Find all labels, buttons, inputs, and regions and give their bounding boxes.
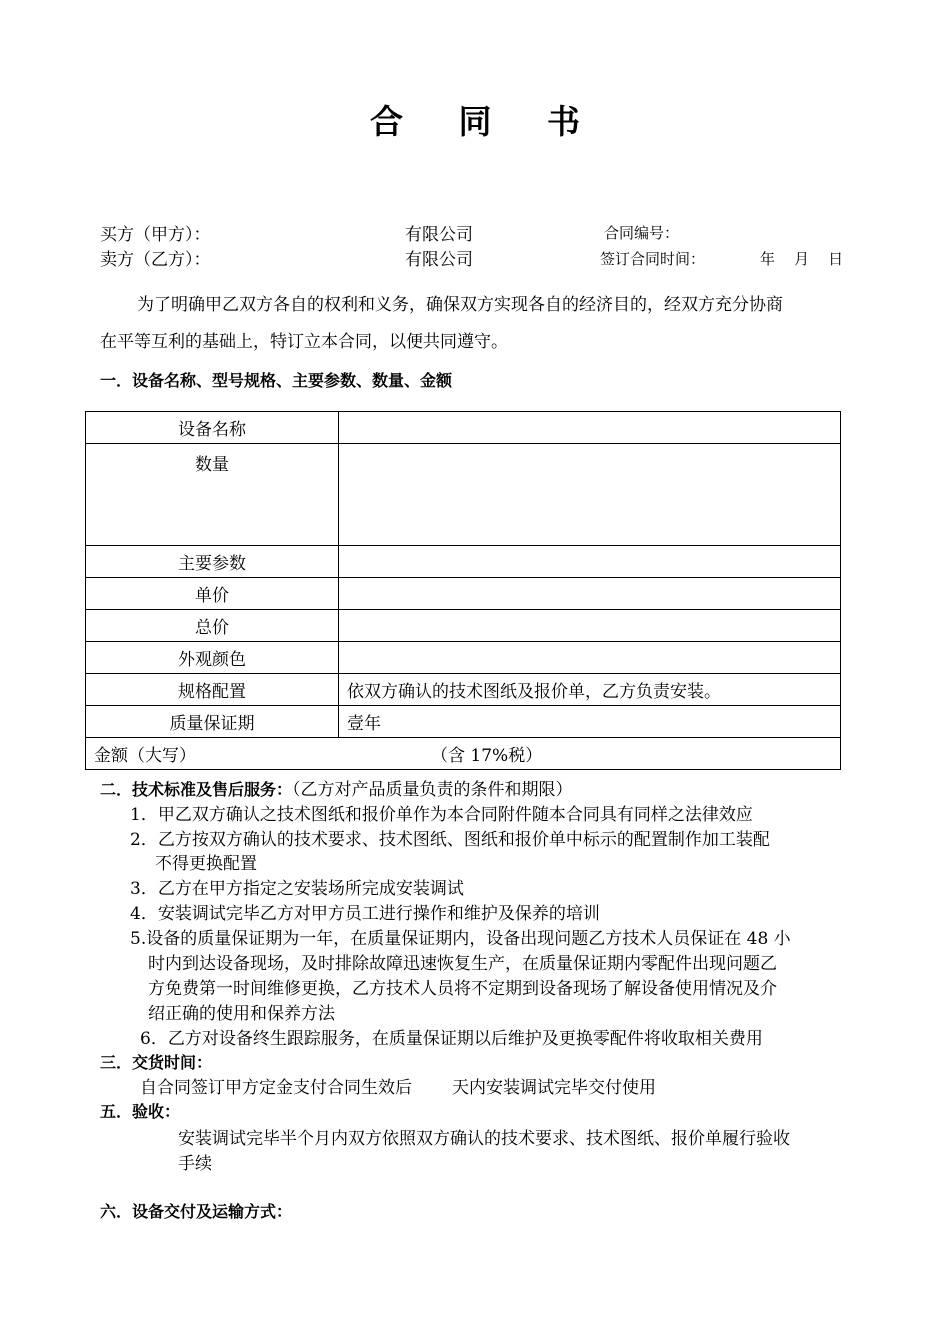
delivery-text: [140, 1073, 656, 1098]
buyer-label: 买方（甲方）：: [100, 225, 211, 245]
amount-cell: [86, 738, 841, 770]
table-row: [86, 412, 841, 444]
delivery-text-a: 自合同签订甲方定金支付合同生效后: [140, 1078, 412, 1098]
seller-company: 有限公司: [405, 250, 473, 270]
row-value: [339, 444, 841, 546]
table-row: [86, 444, 841, 546]
amount-label: 金额（大写）: [94, 746, 196, 766]
intro-line-1: 为了明确甲乙双方各自的权利和义务，确保双方实现各自的经济目的，经双方充分协商: [137, 295, 783, 315]
page-title: 合 同 书: [370, 102, 602, 141]
list-item: 3．乙方在甲方指定之安装场所完成安装调试: [130, 879, 464, 899]
table-row: [86, 546, 841, 578]
list-item: 6．乙方对设备终生跟踪服务，在质量保证期以后维护及更换零配件将收取相关费用: [140, 1029, 763, 1049]
row-label: 数量: [86, 444, 339, 546]
intro-line-2: 在平等互利的基础上，特订立本合同，以便共同遵守。: [100, 332, 508, 352]
section-3-heading: 三．交货时间：: [100, 1053, 213, 1072]
table-row: [86, 642, 841, 674]
row-value: [339, 546, 841, 578]
row-label: 质量保证期: [86, 706, 339, 738]
row-value: 依双方确认的技术图纸及报价单，乙方负责安装。: [339, 674, 841, 706]
section-6-heading: 六．设备交付及运输方式：: [100, 1202, 293, 1221]
row-value: [339, 412, 841, 444]
row-label: 总价: [86, 610, 339, 642]
list-item-cont: 方免费第一时间维修更换，乙方技术人员将不定期到设备现场了解设备使用情况及介: [148, 979, 777, 999]
contract-no-label: 合同编号：: [604, 224, 680, 242]
acceptance-line-1: 安装调试完毕半个月内双方依照双方确认的技术要求、技术图纸、报价单履行验收: [178, 1129, 790, 1149]
row-label: 外观颜色: [86, 642, 339, 674]
table-row: [86, 578, 841, 610]
section-2-heading: 二．技术标准及售后服务：: [100, 780, 293, 799]
list-item: 2．乙方按双方确认的技术要求、技术图纸、图纸和报价单中标示的配置制作加工装配: [130, 830, 770, 850]
row-label: 设备名称: [86, 412, 339, 444]
sign-time-label: 签订合同时间：: [600, 250, 706, 268]
equipment-table: [85, 411, 841, 770]
section-1-heading: 一．设备名称、型号规格、主要参数、数量、金额: [100, 371, 453, 390]
row-value: [339, 578, 841, 610]
list-item-cont: 绍正确的使用和保养方法: [148, 1004, 335, 1024]
section-2-heading-note: （乙方对产品质量负责的条件和期限）: [292, 780, 573, 800]
list-item-cont: 不得更换配置: [155, 854, 257, 874]
list-item-cont: 时内到达设备现场，及时排除故障迅速恢复生产，在质量保证期内零配件出现问题乙: [148, 954, 777, 974]
row-label: 主要参数: [86, 546, 339, 578]
row-value: [339, 610, 841, 642]
tax-note: （含 17%税）: [431, 746, 543, 766]
row-value: [339, 642, 841, 674]
table-row-amount: [86, 738, 841, 770]
table-row: [86, 610, 841, 642]
row-label: 规格配置: [86, 674, 339, 706]
row-value: 壹年: [339, 706, 841, 738]
section-5-heading: 五．验收：: [100, 1102, 181, 1121]
delivery-text-b: 天内安装调试完毕交付使用: [452, 1078, 656, 1098]
list-item: 5.设备的质量保证期为一年，在质量保证期内，设备出现问题乙方技术人员保证在 48 小: [130, 929, 791, 949]
buyer-company: 有限公司: [405, 225, 473, 245]
list-item: 1．甲乙双方确认之技术图纸和报价单作为本合同附件随本合同具有同样之法律效应: [130, 805, 753, 825]
sign-date: 年 月 日: [760, 250, 844, 268]
list-item: 4．安装调试完毕乙方对甲方员工进行操作和维护及保养的培训: [130, 904, 600, 924]
acceptance-line-2: 手续: [178, 1154, 212, 1174]
table-row: [86, 674, 841, 706]
section-2-heading-row: [100, 775, 573, 800]
row-label: 单价: [86, 578, 339, 610]
seller-label: 卖方（乙方）：: [100, 250, 211, 270]
table-row: [86, 706, 841, 738]
